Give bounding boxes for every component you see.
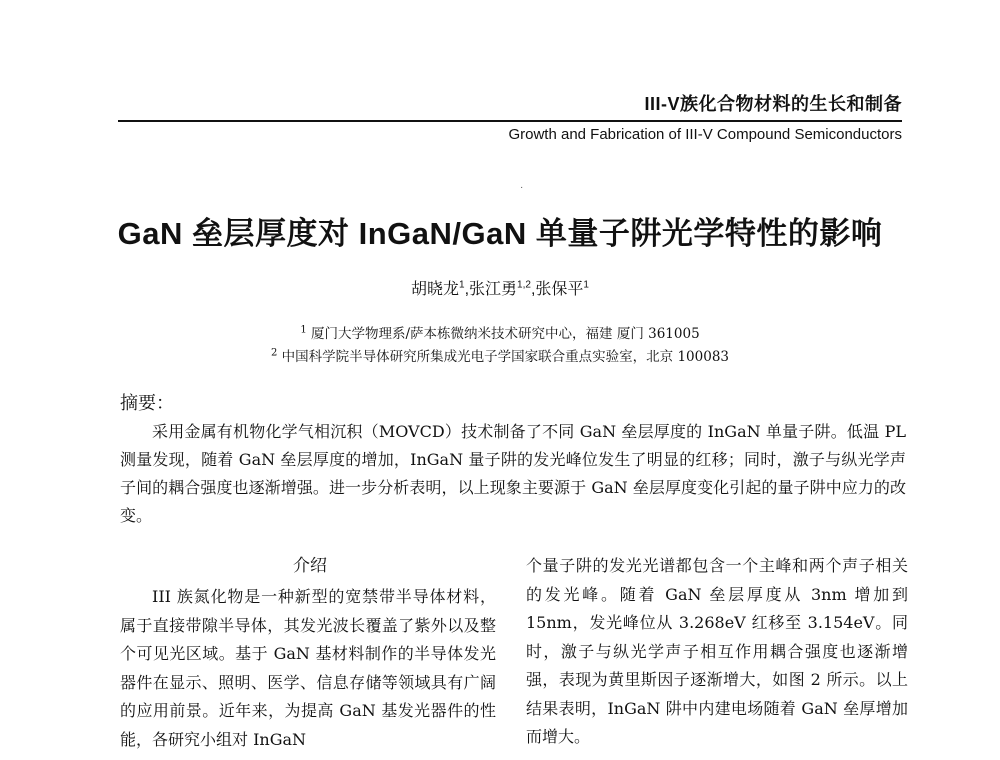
intro-right-column: 个量子阱的发光光谱都包含一个主峰和两个声子相关的发光峰。随着 GaN 垒层厚度从 3nm 增加到 15nm，发光峰位从 3.268eV 红移至 3.154eV。同时，激子与纵光学声子相互作用耦合强度也逐渐增强，表现为黄里斯因子逐渐增大，如图 2 所示。以上结果表明，InGaN 阱中内建电场随着 GaN 垒厚增加而增大。 (526, 556, 908, 746)
author-name: 张保平 (535, 281, 584, 298)
affiliation-2 (0, 345, 1000, 365)
author-list (0, 276, 1000, 299)
author-name: 张江勇 (469, 281, 518, 298)
stray-mark: · (520, 182, 524, 193)
affiliation-text: 中国科学院半导体研究所集成光电子学国家联合重点实验室，北京 100083 (281, 349, 729, 365)
abstract-text: 采用金属有机物化学气相沉积（MOVCD）技术制备了不同 GaN 垒层厚度的 InGaN 单量子阱。低温 PL 测量发现，随着 GaN 垒层厚度的增加，InGaN 量子阱的发光峰位发生了明显的红移；同时，激子与纵光学声子间的耦合强度也逐渐增强。进一步分析表明，以上现象主要源于 GaN 垒层厚度变化引起的量子阱中应力的改变。 (120, 422, 906, 525)
author-separator: , (530, 281, 536, 298)
affiliation-mark: 1 (300, 324, 307, 336)
intro-heading: 介绍 (293, 556, 327, 576)
running-header-chinese: III-V族化合物材料的生长和制备 (644, 94, 902, 114)
abstract-heading: 摘要： (120, 393, 174, 414)
header-rule (118, 120, 902, 122)
author-separator: , (464, 281, 470, 298)
affiliation-mark: 2 (271, 347, 278, 359)
author-affiliation-mark: 1,2 (517, 279, 531, 291)
paper-title: GaN 垒层厚度对 InGaN/GaN 单量子阱光学特性的影响 (117, 216, 883, 251)
author-affiliation-mark: 1 (459, 279, 465, 291)
running-header-english: Growth and Fabrication of III-V Compound Semiconductors (508, 126, 902, 143)
author-affiliation-mark: 1 (583, 279, 589, 291)
author-name: 胡晓龙 (411, 281, 460, 298)
affiliation-1 (0, 322, 1000, 342)
affiliation-text: 厦门大学物理系/萨本栋微纳米技术研究中心，福建 厦门 361005 (311, 326, 700, 342)
intro-left-column: III 族氮化物是一种新型的宽禁带半导体材料，属于直接带隙半导体，其发光波长覆盖了紫外以及整个可见光区域。基于 GaN 基材料制作的半导体发光器件在显示、照明、医学、信息存储等领域具有广阔的应用前景。近年来，为提高 GaN 基发光器件的性能，各研究小组对 InGaN (120, 587, 496, 749)
